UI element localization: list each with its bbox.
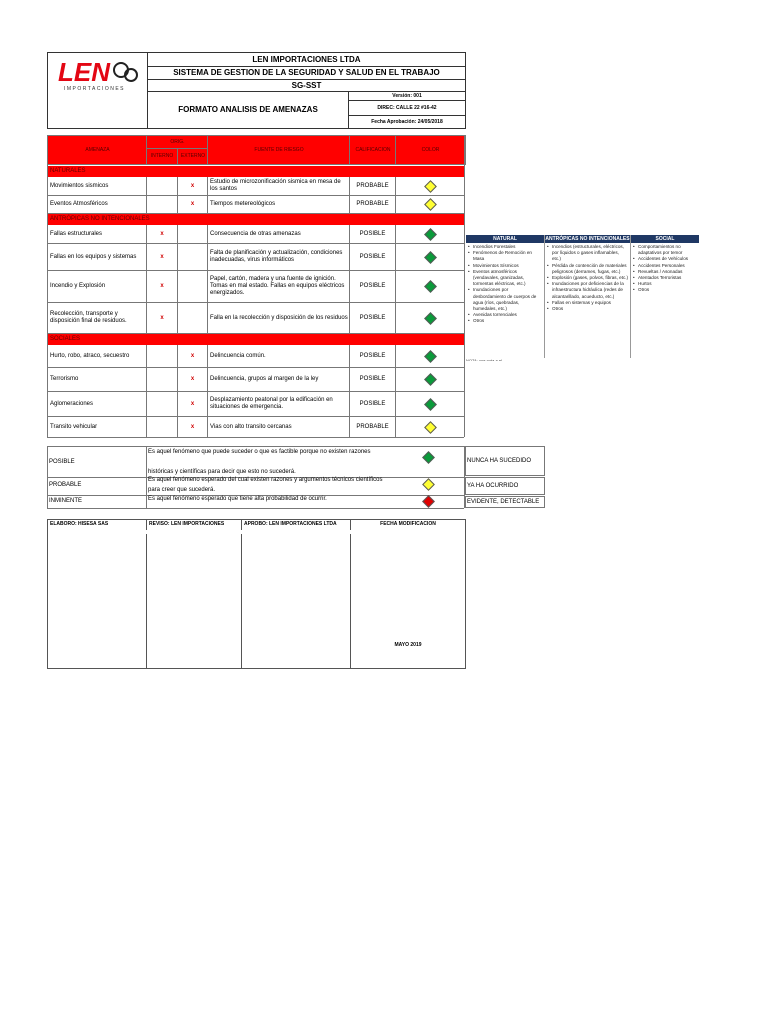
definition-text: Es aquel fenómeno esperado del cual existen razones y argumentos técnicos científicos: [148, 477, 383, 483]
table-row: [47, 345, 464, 368]
row-calificacion: POSIBLE: [349, 225, 395, 243]
col-origin-group: ORIG.: [146, 135, 209, 149]
row-calificacion: POSIBLE: [349, 345, 395, 367]
row-fuente: Falta de planificación y actualización, condiciones inadecuadas, virus informáticos: [207, 244, 349, 270]
row-amenaza: Transito vehicular: [50, 423, 98, 430]
row-color: [395, 392, 464, 416]
legend-col-social: [633, 244, 697, 294]
row-amenaza: Fallas estructurales: [50, 230, 103, 237]
legend-item: • Incendios Forestales: [468, 244, 542, 250]
row-amenaza: Eventos Atmosféricos: [50, 201, 108, 207]
row-amenaza: Hurto, robo, atraco, secuestro: [50, 352, 130, 359]
row-interno: x: [146, 271, 177, 302]
definition-row-probable: [47, 477, 464, 496]
address-label: DIREC: CALLE 22 #16-42: [349, 101, 465, 116]
row-fuente: Vias con alto transito cercanas: [207, 417, 349, 437]
row-color: [395, 196, 464, 213]
row-interno: [146, 345, 177, 367]
row-amenaza: Recolección, transporte y disposición final de residuos.: [50, 311, 127, 324]
table-row: [47, 392, 464, 417]
row-fuente: Tiempos metereológicos: [207, 196, 349, 213]
len-logo-icon: [48, 53, 147, 128]
green-diamond-icon: [424, 251, 437, 264]
row-amenaza: Aglomeraciones: [50, 400, 94, 407]
footer-elaboro: ELABORO: HISESA SAS: [48, 520, 147, 668]
row-interno: x: [146, 303, 177, 333]
legend-header-natural: NATURAL: [466, 235, 544, 243]
row-externo: [177, 244, 207, 270]
legend-item: • Otros: [633, 287, 697, 293]
table-border-right: [464, 135, 465, 437]
legend-item: • Eventos atmosféricos (vendavales, granizadas, tormentas eléctricas, etc.): [468, 269, 542, 288]
row-interno: [146, 392, 177, 416]
definition-note: EVIDENTE, DETECTABLE: [465, 496, 545, 508]
table-row: [47, 303, 464, 334]
system-name: SISTEMA DE GESTION DE LA SEGURIDAD Y SALUD EN EL TRABAJO: [148, 67, 465, 80]
row-fuente: Papel, cartón, madera y una fuente de ignición. Tomas en mal estado. Fallas en equipos eléctricos energizados.: [207, 271, 349, 302]
row-externo: x: [177, 417, 207, 437]
row-fuente: Delincuencia común.: [207, 345, 349, 367]
table-border-left: [47, 135, 48, 437]
green-diamond-icon: [424, 398, 437, 411]
footer-reviso: REVISO: LEN IMPORTACIONES: [147, 520, 242, 668]
legend-footnote: NOTA: use nota a el...: [466, 358, 506, 361]
section-sociales: SOCIALES: [47, 334, 464, 345]
legend-item: • Incendios (estructurales, eléctricos, por líquidos o gases inflamables, etc.): [547, 244, 629, 263]
footer-aprobo: APROBO: LEN IMPORTACIONES LTDA: [242, 520, 351, 668]
definition-row-inminente: [47, 496, 464, 509]
row-fuente: Consecuencia de otras amenazas: [207, 225, 349, 243]
legend-item: • Otros: [547, 306, 629, 312]
table-row: [47, 417, 464, 438]
row-externo: [177, 225, 207, 243]
green-diamond-icon: [424, 280, 437, 293]
row-externo: x: [177, 345, 207, 367]
definition-divider: [146, 447, 147, 477]
legend-item: • Hurtos: [633, 281, 697, 287]
row-calificacion: PROBABLE: [349, 177, 395, 195]
row-interno: [146, 177, 177, 195]
definition-text: Es aquel fenómeno esperado que tiene alta probabilidad de ocurrir.: [148, 496, 327, 502]
row-amenaza: Terrorismo: [50, 376, 79, 382]
definition-note: NUNCA HA SUCEDIDO: [465, 446, 545, 476]
legend-item: • Explosión (gases, polvos, fibras, etc.): [547, 275, 629, 281]
row-color: [395, 303, 464, 333]
row-externo: [177, 271, 207, 302]
definition-text-cont: históricas y científicas para decir que esto no sucederá.: [148, 469, 296, 475]
approval-date-label: Fecha Aprobación: 24/05/2018: [371, 119, 443, 125]
row-color: [395, 417, 464, 437]
legend-item: • Pérdida de contención de materiales peligrosos (derrames, fugas, etc.): [547, 263, 629, 275]
green-diamond-icon: [424, 373, 437, 386]
green-diamond-icon: [424, 312, 437, 325]
row-interno: [146, 368, 177, 391]
row-externo: x: [177, 196, 207, 213]
col-color: COLOR: [395, 135, 466, 165]
table-row: [47, 244, 464, 271]
company-name: LEN IMPORTACIONES LTDA: [148, 53, 465, 67]
yellow-diamond-icon: [422, 478, 435, 491]
row-fuente: Desplazamiento peatonal por la edificación en situaciones de emergencia.: [207, 392, 349, 416]
yellow-diamond-icon: [424, 421, 437, 434]
row-calificacion: PROBABLE: [349, 196, 395, 213]
col-amenaza: AMENAZA: [47, 135, 148, 165]
version-label: Versión: 001: [349, 92, 465, 101]
red-diamond-icon: [422, 495, 435, 508]
definition-color: [424, 453, 433, 462]
sgsst-label: SG-SST: [148, 80, 465, 92]
row-interno: [146, 196, 177, 213]
table-row: [47, 271, 464, 303]
definition-term: INMINENTE: [49, 498, 82, 504]
footer-cut: [48, 530, 465, 534]
legend-header-social: SOCIAL: [631, 235, 699, 243]
green-diamond-icon: [424, 228, 437, 241]
legend-item: • Fallas en sistemas y equipos: [547, 300, 629, 306]
threat-types-legend: [466, 235, 699, 361]
row-calificacion: POSIBLE: [349, 244, 395, 270]
col-interno: INTERNO: [146, 148, 178, 165]
legend-item: • Comportamientos no adaptativos por temor: [633, 244, 697, 256]
legend-item: • Inundaciones por desbordamiento de cuerpos de agua (ríos, quebradas, humedales, etc.): [468, 287, 542, 312]
row-color: [395, 225, 464, 243]
definition-term: POSIBLE: [49, 459, 75, 465]
svg-text:IMPORTACIONES: IMPORTACIONES: [64, 86, 125, 92]
col-externo: EXTERNO: [177, 148, 209, 165]
green-diamond-icon: [424, 350, 437, 363]
svg-text:LEN: LEN: [58, 57, 110, 87]
definitions-border-right: [464, 446, 465, 508]
legend-item: • Atentados Terroristas: [633, 275, 697, 281]
row-interno: x: [146, 225, 177, 243]
row-fuente: Delincuencia, grupos al margen de la ley: [207, 368, 349, 391]
legend-divider: [630, 235, 631, 358]
row-color: [395, 177, 464, 195]
row-interno: x: [146, 244, 177, 270]
table-row: [47, 196, 464, 214]
row-amenaza: Fallas en los equipos y sistemas: [50, 253, 137, 260]
definition-divider: [146, 496, 147, 508]
row-externo: x: [177, 177, 207, 195]
form-header: [47, 52, 466, 129]
row-color: [395, 345, 464, 367]
col-calificacion: CALIFICACION: [349, 135, 397, 165]
row-externo: [177, 303, 207, 333]
legend-item: • Avenidas torrenciales: [468, 312, 542, 318]
footer-fecha-value: MAYO 2019: [394, 642, 422, 648]
definitions-border-left: [47, 446, 48, 508]
legend-item: • Otros: [468, 318, 542, 324]
col-fuente: FUENTE DE RIESGO: [207, 135, 351, 165]
row-fuente: Estudio de microzonificación sismica en mesa de los santos: [207, 177, 349, 195]
table-row: [47, 368, 464, 392]
row-calificacion: POSIBLE: [349, 368, 395, 391]
row-color: [395, 271, 464, 302]
row-calificacion: POSIBLE: [349, 392, 395, 416]
row-calificacion: POSIBLE: [349, 271, 395, 302]
legend-item: • Inundaciones por deficiencias de la infraestructura hidráulica (redes de alcantarillado, acueducto, etc.): [547, 281, 629, 300]
legend-item: • Accidentes de Vehículos: [633, 256, 697, 262]
definition-color: [424, 497, 433, 506]
row-color: [395, 368, 464, 391]
definition-row-posible: [47, 446, 464, 478]
definition-divider: [146, 477, 147, 495]
legend-item: • Revueltas / Asonadas: [633, 269, 697, 275]
definition-color: [424, 480, 433, 489]
row-color: [395, 244, 464, 270]
legend-divider: [544, 235, 545, 358]
legend-col-antropicas: [547, 244, 629, 312]
company-logo: [48, 53, 148, 128]
table-row: [47, 225, 464, 244]
row-amenaza: Incendio y Explosión: [50, 283, 106, 289]
section-antropicas: ANTRÓPICAS NO INTENCIONALES: [47, 214, 464, 225]
definition-text: Es aquel fenómeno que puede suceder o que es factible porque no existen razones: [148, 449, 371, 455]
definition-text-cont: para creer que sucederá.: [148, 487, 216, 493]
legend-header-antropicas: ANTRÓPICAS NO INTENCIONALES: [545, 236, 630, 242]
row-calificacion: PROBABLE: [349, 417, 395, 437]
footer-fecha: [351, 520, 465, 668]
legend-item: • Accidentes Personales: [633, 263, 697, 269]
green-diamond-icon: [422, 451, 435, 464]
legend-item: • Fenómenos de Remoción en Masa: [468, 250, 542, 262]
row-externo: x: [177, 368, 207, 391]
table-row: [47, 177, 464, 196]
signature-footer: [47, 519, 466, 669]
definition-term: PROBABLE: [49, 482, 82, 488]
yellow-diamond-icon: [424, 198, 437, 211]
yellow-diamond-icon: [424, 180, 437, 193]
row-externo: x: [177, 392, 207, 416]
form-title: FORMATO ANALISIS DE AMENAZAS: [148, 92, 349, 128]
row-interno: [146, 417, 177, 437]
section-naturales: NATURALES: [47, 166, 464, 177]
footer-fecha-label: FECHA MODIFICACION: [380, 521, 436, 527]
row-fuente: Falla en la recolección y disposición de los residuos: [207, 303, 349, 333]
row-calificacion: POSIBLE: [349, 303, 395, 333]
row-amenaza: Movimientos sismicos: [50, 182, 109, 189]
definition-note: YA HA OCURRIDO: [465, 477, 545, 495]
legend-col-natural: [468, 244, 542, 325]
legend-item: • Movimientos Sísmicos: [468, 263, 542, 269]
